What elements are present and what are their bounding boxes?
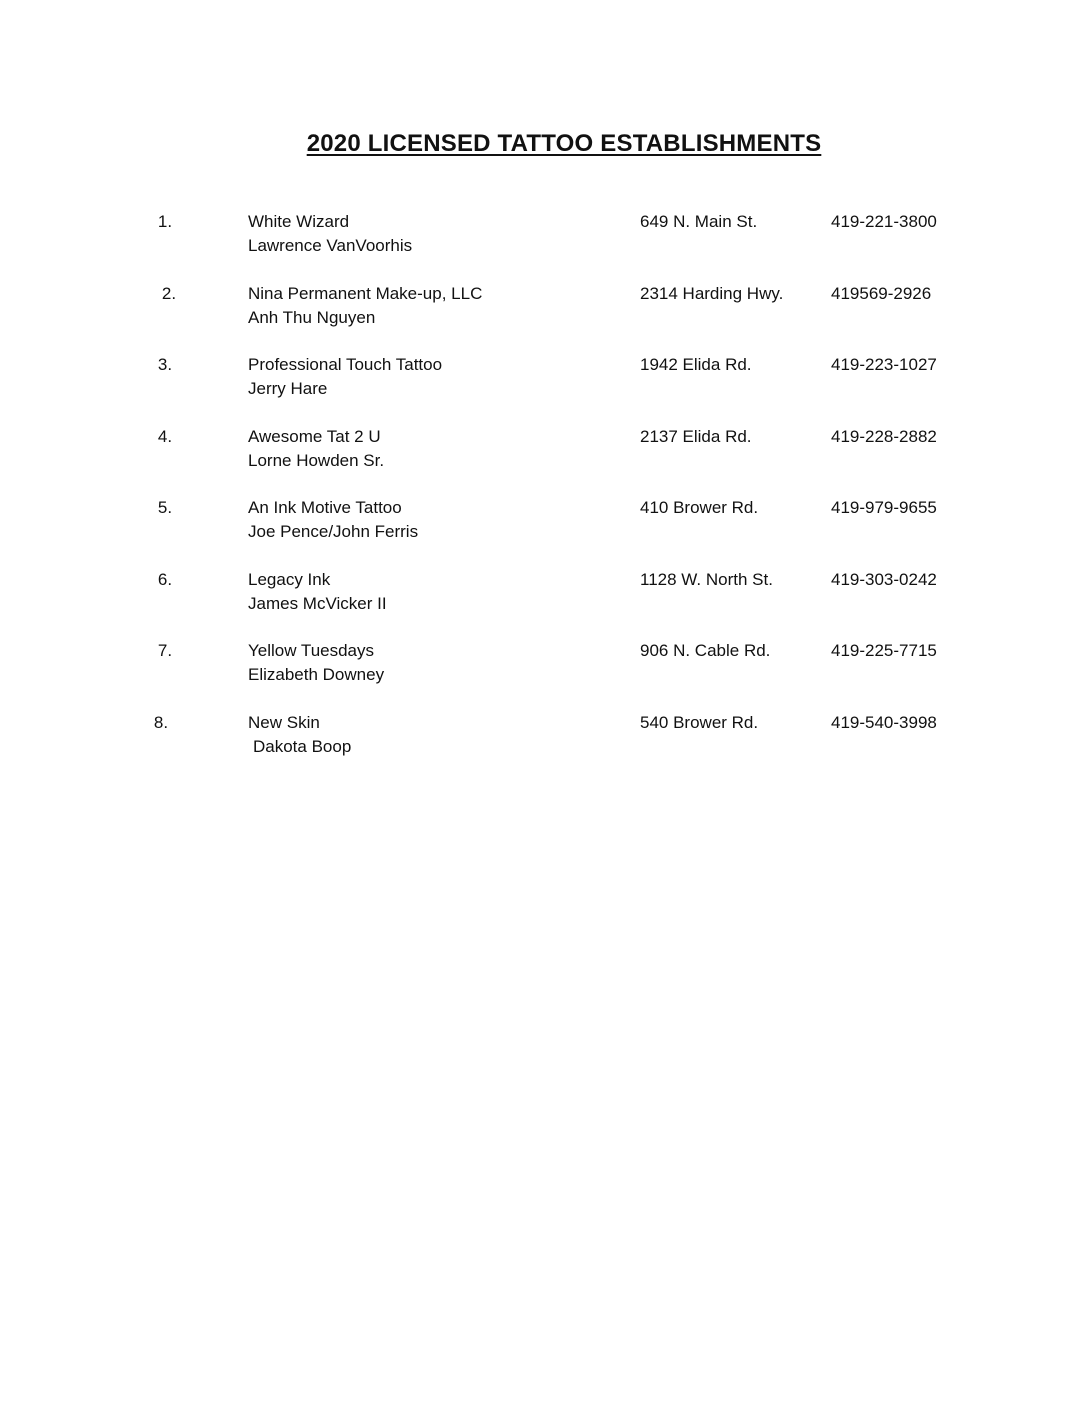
owner-name: Anh Thu Nguyen — [248, 307, 376, 327]
owner-name: Dakota Boop — [253, 736, 352, 756]
establishment-phone: 419569-2926 — [831, 283, 932, 303]
establishment-phone: 419-225-7715 — [831, 641, 937, 660]
entry-number: 2. — [161, 283, 177, 303]
establishment-address: 2137 Elida Rd. — [640, 426, 752, 446]
entry-number: 3. — [157, 355, 173, 374]
establishment-phone: 419-303-0242 — [831, 569, 937, 589]
establishment-name: Legacy Ink — [248, 569, 331, 589]
establishment-phone: 419-540-3998 — [831, 712, 937, 732]
establishment-list — [0, 210, 1088, 782]
list-item — [0, 282, 1088, 354]
list-item — [0, 353, 1088, 425]
establishment-name: White Wizard — [248, 212, 350, 231]
list-item — [0, 568, 1088, 640]
entry-number: 6. — [157, 569, 173, 589]
establishment-address: 649 N. Main St. — [640, 212, 758, 231]
list-item — [0, 210, 1088, 282]
owner-name: Lawrence VanVoorhis — [248, 236, 413, 255]
establishment-name: New Skin — [248, 712, 320, 732]
establishment-address: 906 N. Cable Rd. — [640, 641, 771, 660]
owner-name: James McVicker II — [248, 593, 387, 613]
establishment-name: An Ink Motive Tattoo — [248, 498, 402, 517]
establishment-name: Awesome Tat 2 U — [248, 426, 381, 446]
list-item — [0, 639, 1088, 711]
establishment-address: 2314 Harding Hwy. — [640, 283, 784, 303]
establishment-address: 540 Brower Rd. — [640, 712, 759, 732]
establishment-phone: 419-221-3800 — [831, 212, 937, 231]
page-title: 2020 LICENSED TATTOO ESTABLISHMENTS — [306, 130, 822, 157]
list-item — [0, 496, 1088, 568]
owner-name: Jerry Hare — [248, 379, 328, 398]
list-item — [0, 711, 1088, 783]
establishment-address: 1128 W. North St. — [640, 569, 773, 589]
owner-name: Lorne Howden Sr. — [248, 450, 385, 470]
entry-number: 8. — [153, 712, 169, 732]
entry-number: 5. — [157, 498, 173, 517]
entry-number: 7. — [157, 641, 173, 660]
establishment-address: 1942 Elida Rd. — [640, 355, 752, 374]
owner-name: Elizabeth Downey — [248, 665, 385, 684]
establishment-phone: 419-979-9655 — [831, 498, 937, 517]
owner-name: Joe Pence/John Ferris — [248, 522, 419, 541]
establishment-phone: 419-223-1027 — [831, 355, 937, 374]
list-item — [0, 425, 1088, 497]
establishment-name: Professional Touch Tattoo — [248, 355, 443, 374]
establishment-address: 410 Brower Rd. — [640, 498, 759, 517]
entry-number: 4. — [157, 426, 173, 446]
establishment-name: Nina Permanent Make-up, LLC — [248, 283, 483, 303]
entry-number: 1. — [157, 212, 173, 231]
establishment-name: Yellow Tuesdays — [248, 641, 375, 660]
establishment-phone: 419-228-2882 — [831, 426, 937, 446]
